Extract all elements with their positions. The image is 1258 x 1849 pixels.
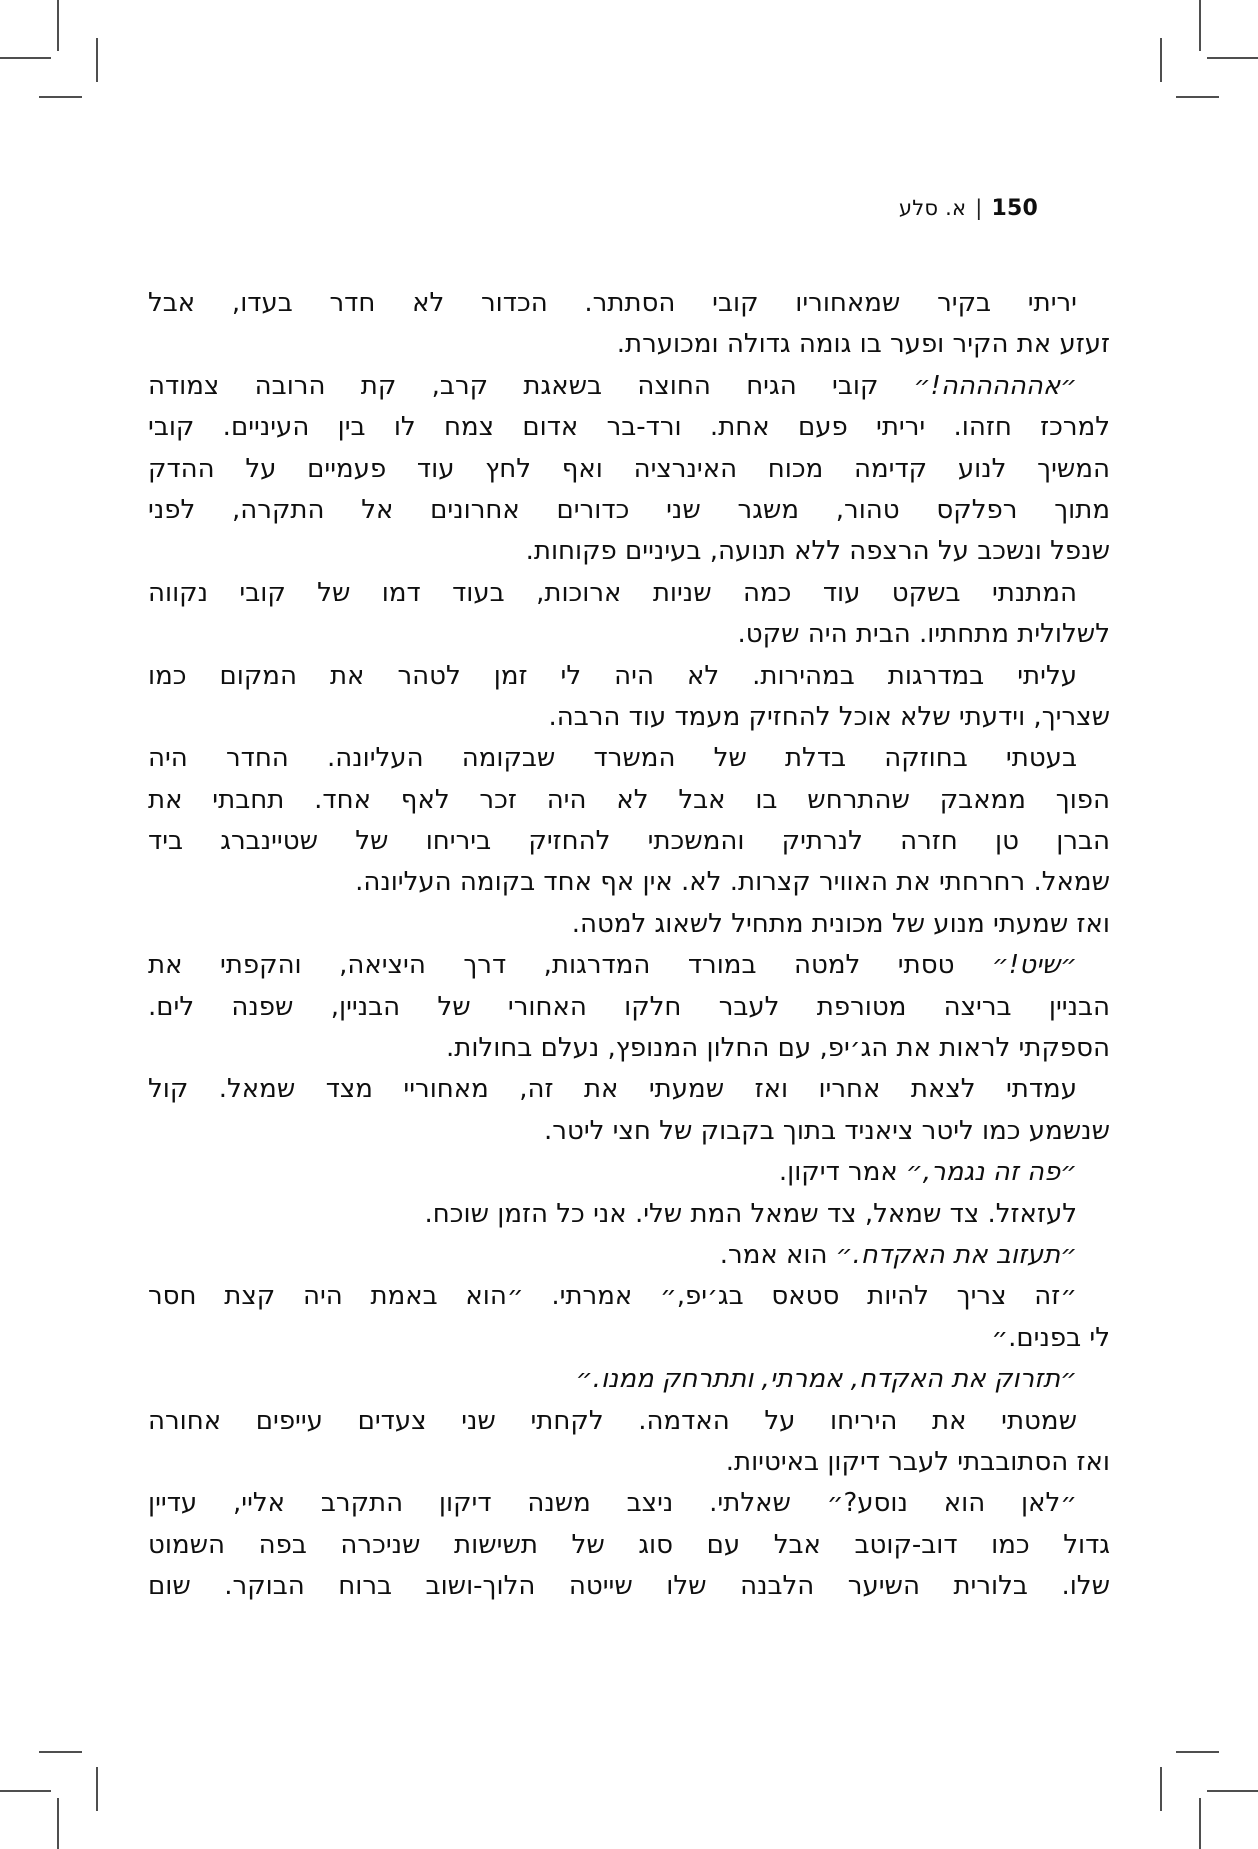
paragraph [148, 1483, 1110, 1607]
italic-text-segment: ״אהההההה!״ [913, 370, 1077, 401]
text-line [148, 656, 1110, 697]
text-line [148, 738, 1110, 779]
text-segment: ואז שמעתי מנוע של מכונית מתחיל לשאוג למטה. [571, 908, 1110, 939]
text-segment: טסתי למטה במורד המדרגות, דרך היציאה, והקפתי את [148, 950, 992, 981]
text-segment: מתוך רפלקס טהור, משגר שני כדורים אחרונים אל התקרה, לפני [148, 494, 1110, 525]
crop-mark-bottom-right-horizontal-outer [1207, 1790, 1258, 1792]
text-line [148, 1194, 1110, 1235]
crop-mark-bottom-left-horizontal-inner [39, 1751, 82, 1753]
text-line [148, 697, 1110, 738]
text-segment: שנפל ונשכב על הרצפה ללא תנועה, בעיניים פקוחות. [525, 536, 1110, 567]
crop-mark-bottom-right-horizontal-inner [1176, 1751, 1219, 1753]
text-line [148, 324, 1110, 365]
paragraph [148, 1235, 1110, 1276]
text-line [148, 1566, 1110, 1607]
text-line [148, 945, 1110, 986]
text-segment: ״זה צריך להיות סטאס בג׳יפ,״ אמרתי. ״הוא באמת היה קצת חסר [148, 1281, 1077, 1312]
author-name: א. סלע [898, 196, 967, 220]
page-text [148, 283, 1110, 1608]
text-line [148, 573, 1110, 614]
text-segment: קובי הגיח החוצה בשאגת קרב, קת הרובה צמודה [148, 370, 914, 401]
text-segment: שמאל. רחרחתי את האוויר קצרות. לא. אין אף אחד בקומה העליונה. [355, 867, 1110, 898]
italic-text-segment: ״שיט!״ [991, 950, 1077, 981]
text-line [148, 780, 1110, 821]
text-segment: המתנתי בשקט עוד כמה שניות ארוכות, בעוד דמו של קובי נקווה [148, 577, 1077, 608]
crop-mark-top-right-vertical-inner [1160, 38, 1162, 82]
text-segment: זעזע את הקיר ופער בו גומה גדולה ומכוערת. [616, 329, 1110, 360]
paragraph [148, 1069, 1110, 1152]
text-line [148, 1028, 1110, 1069]
text-line [148, 407, 1110, 448]
paragraph [148, 656, 1110, 739]
text-segment: שצריך, וידעתי שלא אוכל להחזיק מעמד עוד הרבה. [548, 701, 1110, 732]
text-segment: שנשמע כמו ליטר ציאניד בתוך בקבוק של חצי ליטר. [544, 1115, 1110, 1146]
paragraph [148, 738, 1110, 904]
crop-mark-top-right-horizontal-outer [1207, 57, 1258, 59]
text-segment: הברן טן חזרה לנרתיק והמשכתי להחזיק ביריחו של שטיינברג ביד [148, 826, 1110, 857]
text-line [148, 1359, 1110, 1400]
text-segment: הבניין בריצה מטורפת לעבר חלקו האחורי של הבניין, שפנה לים. [148, 991, 1110, 1022]
text-segment: יריתי בקיר שמאחוריו קובי הסתתר. הכדור לא חדר בעדו, אבל [148, 288, 1077, 318]
text-line [148, 366, 1110, 407]
text-line [148, 490, 1110, 531]
text-segment: שלו. בלורית השיער הלבנה שלו שייטה הלוך-ושוב ברוח הבוקר. שום [148, 1571, 1110, 1602]
paragraph [148, 945, 1110, 1069]
text-segment: בעטתי בחוזקה בדלת של המשרד שבקומה העליונה. החדר היה [148, 743, 1077, 774]
text-line [148, 821, 1110, 862]
text-segment: המשיך לנוע קדימה מכוח האינרציה ואף לחץ עוד פעמיים על ההדק [148, 453, 1110, 484]
text-segment: הספקתי לראות את הג׳יפ, עם החלון המנופץ, נעלם בחולות. [445, 1033, 1110, 1064]
text-segment: הפוך ממאבק שהתרחש בו אבל לא היה זכר לאף אחד. תחבתי את [148, 784, 1110, 815]
crop-mark-top-left-horizontal-outer [0, 57, 51, 59]
paragraph [148, 573, 1110, 656]
italic-text-segment: ״תזרוק את האקדח, אמרתי, ותתרחק ממנו.״ [575, 1364, 1077, 1395]
text-line [148, 904, 1110, 945]
text-line [148, 614, 1110, 655]
italic-text-segment: ״פה זה נגמר,״ [906, 1157, 1077, 1188]
text-segment: ואז הסתובבתי לעבר דיקון באיטיות. [725, 1446, 1110, 1477]
text-line [148, 1318, 1110, 1359]
text-line [148, 1152, 1110, 1193]
paragraph [148, 1194, 1110, 1235]
text-line [148, 1069, 1110, 1110]
header-separator: | [975, 196, 983, 220]
text-segment: לעזאזל. צד שמאל, צד שמאל המת שלי. אני כל הזמן שוכח. [424, 1198, 1077, 1229]
crop-mark-top-right-vertical-outer [1199, 0, 1201, 51]
text-segment: לשלולית מתחתיו. הבית היה שקט. [737, 619, 1110, 650]
text-line [148, 862, 1110, 903]
crop-mark-top-left-horizontal-inner [39, 96, 82, 98]
italic-text-segment: ״תעזוב את האקדח.״ [835, 1239, 1077, 1270]
page-header [899, 196, 1038, 221]
crop-mark-bottom-right-vertical-outer [1199, 1798, 1201, 1849]
text-segment: שמטתי את היריחו על האדמה. לקחתי שני צעדים עייפים אחורה [148, 1405, 1077, 1436]
text-line [148, 1401, 1110, 1442]
text-line [148, 1111, 1110, 1152]
paragraph [148, 1359, 1110, 1400]
text-line [148, 283, 1110, 324]
text-segment: הוא אמר. [719, 1239, 836, 1270]
text-segment: גדול כמו דוב-קוטב אבל עם סוג של תשישות שניכרה בפה השמוט [148, 1529, 1110, 1560]
text-segment: עמדתי לצאת אחריו ואז שמעתי את זה, מאחוריי מצד שמאל. קול [148, 1074, 1077, 1105]
crop-mark-bottom-left-horizontal-outer [0, 1790, 51, 1792]
text-line [148, 531, 1110, 572]
paragraph [148, 366, 1110, 573]
text-line [148, 1525, 1110, 1566]
crop-mark-bottom-left-vertical-outer [57, 1798, 59, 1849]
text-line [148, 1276, 1110, 1317]
text-segment: ״לאן הוא נוסע?״ שאלתי. ניצב משנה דיקון התקרב אליי, עדיין [148, 1488, 1077, 1519]
text-segment: אמר דיקון. [778, 1157, 907, 1188]
text-segment: למרכז חזהו. יריתי פעם אחת. ורד-בר אדום צמח לו בין העיניים. קובי [148, 412, 1110, 443]
paragraph [148, 1152, 1110, 1193]
paragraph [148, 904, 1110, 945]
crop-mark-bottom-left-vertical-inner [96, 1767, 98, 1811]
crop-mark-top-left-vertical-inner [96, 38, 98, 82]
text-line [148, 449, 1110, 490]
paragraph [148, 1276, 1110, 1359]
text-line [148, 1235, 1110, 1276]
text-segment: לי בפנים.״ [991, 1322, 1110, 1353]
text-segment: עליתי במדרגות במהירות. לא היה לי זמן לטהר את המקום כמו [148, 660, 1077, 691]
crop-mark-bottom-right-vertical-inner [1160, 1767, 1162, 1811]
paragraph [148, 283, 1110, 366]
crop-mark-top-left-vertical-outer [57, 0, 59, 51]
text-line [148, 987, 1110, 1028]
page-number: 150 [991, 196, 1038, 221]
paragraph [148, 1401, 1110, 1484]
text-line [148, 1483, 1110, 1524]
text-line [148, 1442, 1110, 1483]
crop-mark-top-right-horizontal-inner [1176, 96, 1219, 98]
